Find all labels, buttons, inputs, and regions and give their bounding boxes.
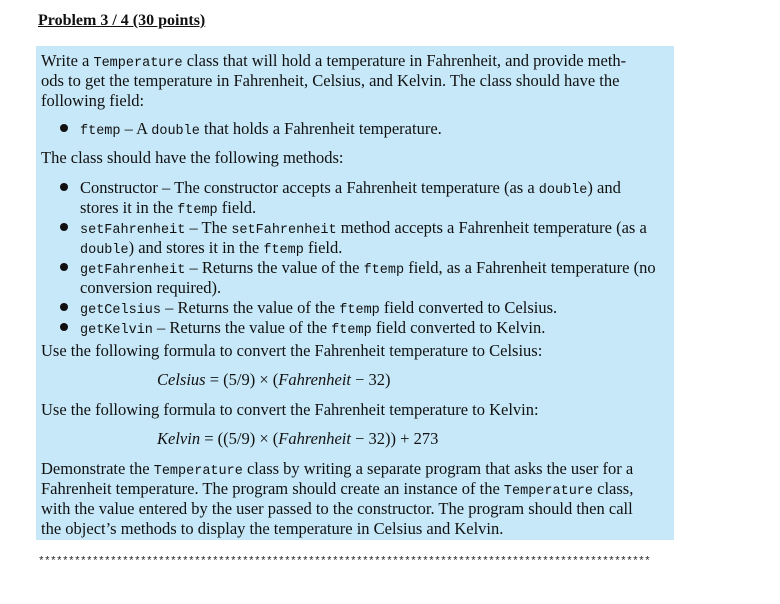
bullet-icon (60, 323, 68, 331)
type-code: double (80, 243, 129, 258)
celsius-formula-intro: Use the following formula to convert the Fahrenheit temperature to Celsius: (41, 341, 543, 360)
method-name-code: getCelsius (80, 303, 162, 318)
text: – Returns the value of the (161, 298, 340, 317)
text: = (5/9) × ( (205, 370, 279, 389)
demo-line-4: the object’s methods to display the temperature in Celsius and Kelvin. (41, 519, 504, 538)
class-name-code: Temperature (153, 464, 243, 479)
bullet-icon (60, 183, 68, 191)
formula-variable: Fahrenheit (278, 370, 351, 389)
problem-heading: Problem 3 / 4 (30 points) (38, 12, 206, 29)
kelvin-formula-intro: Use the following formula to convert the Fahrenheit temperature to Kelvin: (41, 400, 539, 419)
celsius-formula (157, 370, 391, 390)
text: − 32) (350, 370, 391, 389)
kelvin-formula (157, 429, 438, 449)
methods-intro: The class should have the following methods: (41, 148, 344, 167)
intro-line-2: ods to get the temperature in Fahrenheit, Celsius, and Kelvin. The class should have the (41, 71, 620, 90)
text: field, as a Fahrenheit temperature (no (404, 258, 656, 277)
text: = ((5/9) × ( (200, 429, 279, 448)
field-name-code: ftemp (80, 124, 121, 139)
field-name-code: ftemp (363, 263, 405, 278)
getkelvin-bullet (80, 318, 672, 341)
separator-line: ****************************************************************************************************** (38, 556, 651, 568)
field-bullet (80, 119, 672, 142)
method-name-code: setFahrenheit (80, 223, 186, 238)
bullet-icon (60, 223, 68, 231)
bullet-icon (60, 303, 68, 311)
text: Demonstrate the (41, 459, 154, 478)
text: ) and stores it in the (128, 238, 264, 257)
method-name-code: getKelvin (80, 323, 153, 338)
type-code: double (538, 183, 588, 198)
text: – Returns the value of the (152, 318, 332, 337)
formula-variable: Fahrenheit (278, 429, 351, 448)
text: field. (303, 238, 343, 257)
method-name-code: setFahrenheit (231, 223, 337, 238)
formula-variable: Celsius (157, 370, 206, 389)
intro-line-3: following field: (41, 91, 145, 110)
bullet-icon (60, 124, 68, 132)
text: – The (185, 218, 232, 237)
bullet-icon (60, 263, 68, 271)
text: stores it in the (80, 198, 178, 217)
field-name-code: ftemp (263, 243, 304, 258)
formula-variable: Kelvin (157, 429, 201, 448)
text: method accepts a Fahrenheit temperature (as a (336, 218, 647, 237)
demo-line-3: with the value entered by the user passed to the constructor. The program should then call (41, 499, 633, 518)
field-name-code: ftemp (331, 323, 372, 338)
class-name-code: Temperature (503, 484, 594, 499)
text: Constructor – The constructor accepts a Fahrenheit temperature (as a (80, 178, 539, 197)
class-name-code: Temperature (93, 56, 183, 71)
text: field converted to Celsius. (379, 298, 558, 317)
text: field converted to Kelvin. (371, 318, 546, 337)
text: class by writing a separate program that asks the user for a (242, 459, 634, 478)
text: Write a (41, 51, 94, 70)
text: – A (120, 119, 152, 138)
field-name-code: ftemp (177, 203, 218, 218)
text: class that will hold a temperature in Fahrenheit, and provide meth- (182, 51, 627, 70)
text: ) and (587, 178, 621, 197)
field-name-code: ftemp (339, 303, 380, 318)
getfahrenheit-bullet-line-2: conversion required). (80, 278, 222, 297)
text: Fahrenheit temperature. The program should create an instance of the (41, 479, 504, 498)
type-code: double (151, 124, 200, 139)
method-name-code: getFahrenheit (80, 263, 186, 278)
text: field. (217, 198, 257, 217)
text: – Returns the value of the (185, 258, 364, 277)
text: class, (593, 479, 634, 498)
text: that holds a Fahrenheit temperature. (199, 119, 442, 138)
text: − 32)) + 273 (350, 429, 439, 448)
